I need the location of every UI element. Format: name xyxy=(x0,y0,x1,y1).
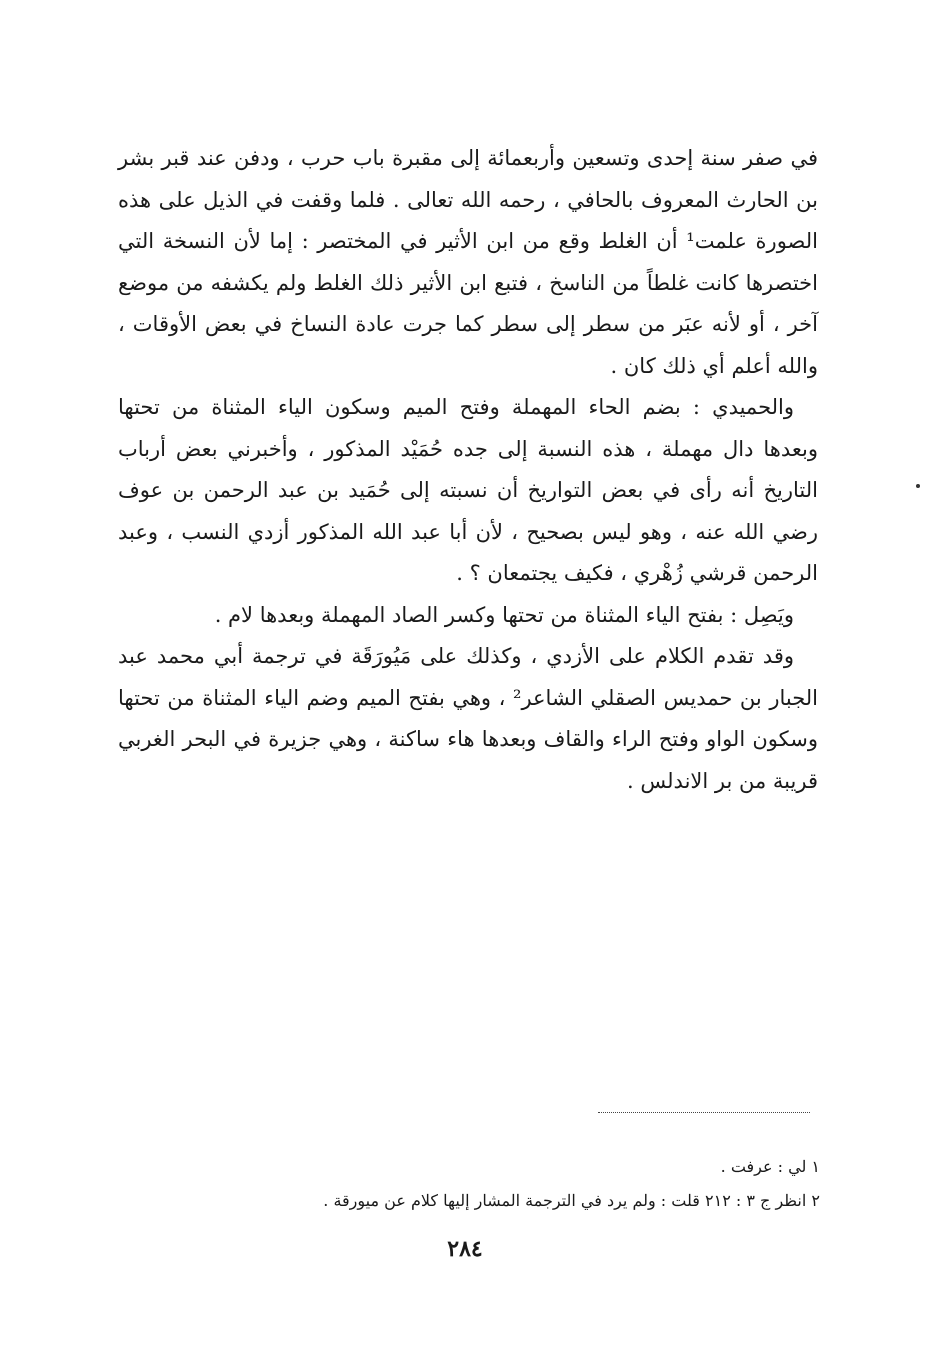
margin-dot xyxy=(916,484,920,488)
paragraph-yasil: ويَصِل : بفتح الياء المثناة من تحتها وكسر الصاد المهملة وبعدها لام . xyxy=(214,602,794,627)
footnotes xyxy=(220,1150,820,1218)
page-number: ٢٨٤ xyxy=(447,1236,483,1262)
paragraph-mayurqa: وقد تقدم الكلام على الأزدي ، وكذلك على مَيُورَقَة في ترجمة أبي محمد عبد الجبار بن حمديس الصقلي الشاعر² ، وهي بفتح الميم وضم الياء المثناة من تحتها وسكون الواو وفتح الراء والقاف وبعدها هاء ساكنة ، وهي جزيرة في البحر الغربي قريبة من بر الاندلس . xyxy=(118,644,818,793)
paragraph-humaydi: والحميدي : بضم الحاء المهملة وفتح الميم وسكون الياء المثناة من تحتها وبعدها دال مهملة ، هذه النسبة إلى جده حُمَيْد المذكور ، وأخبرني بعض أرباب التاريخ أنه رأى في بعض التواريخ أن نسبته إلى حُمَيد بن عبد الرحمن بن عوف رضي الله عنه ، وهو ليس بصحيح ، لأن أبا عبد الله المذكور أزدي النسب ، وعبد الرحمن قرشي زُهْري ، فكيف يجتمعان ؟ . xyxy=(118,395,818,585)
main-text xyxy=(118,138,818,802)
footnote-divider xyxy=(598,1112,810,1113)
paragraph-burial: في صفر سنة إحدى وتسعين وأربعمائة إلى مقبرة باب حرب ، ودفن عند قبر بشر بن الحارث المعروف بالحافي ، رحمه الله تعالى . فلما وقفت في الذيل على هذه الصورة علمت¹ أن الغلط وقع من ابن الأثير في المختصر : إما لأن النسخة التي اختصرها كانت غلطاً من الناسخ ، فتبع ابن الأثير ذلك الغلط ولم يكشفه من موضع آخر ، أو لأنه عبَر من سطر إلى سطر كما جرت عادة النساخ في بعض الأوقات ، والله أعلم أي ذلك كان . xyxy=(118,146,818,378)
footnote-2: ٢ انظر ج ٣ : ٢١٢ قلت : ولم يرد في الترجمة المشار إليها كلام عن ميورقة . xyxy=(323,1191,820,1210)
footnote-1: ١ لي : عرفت . xyxy=(720,1157,820,1176)
